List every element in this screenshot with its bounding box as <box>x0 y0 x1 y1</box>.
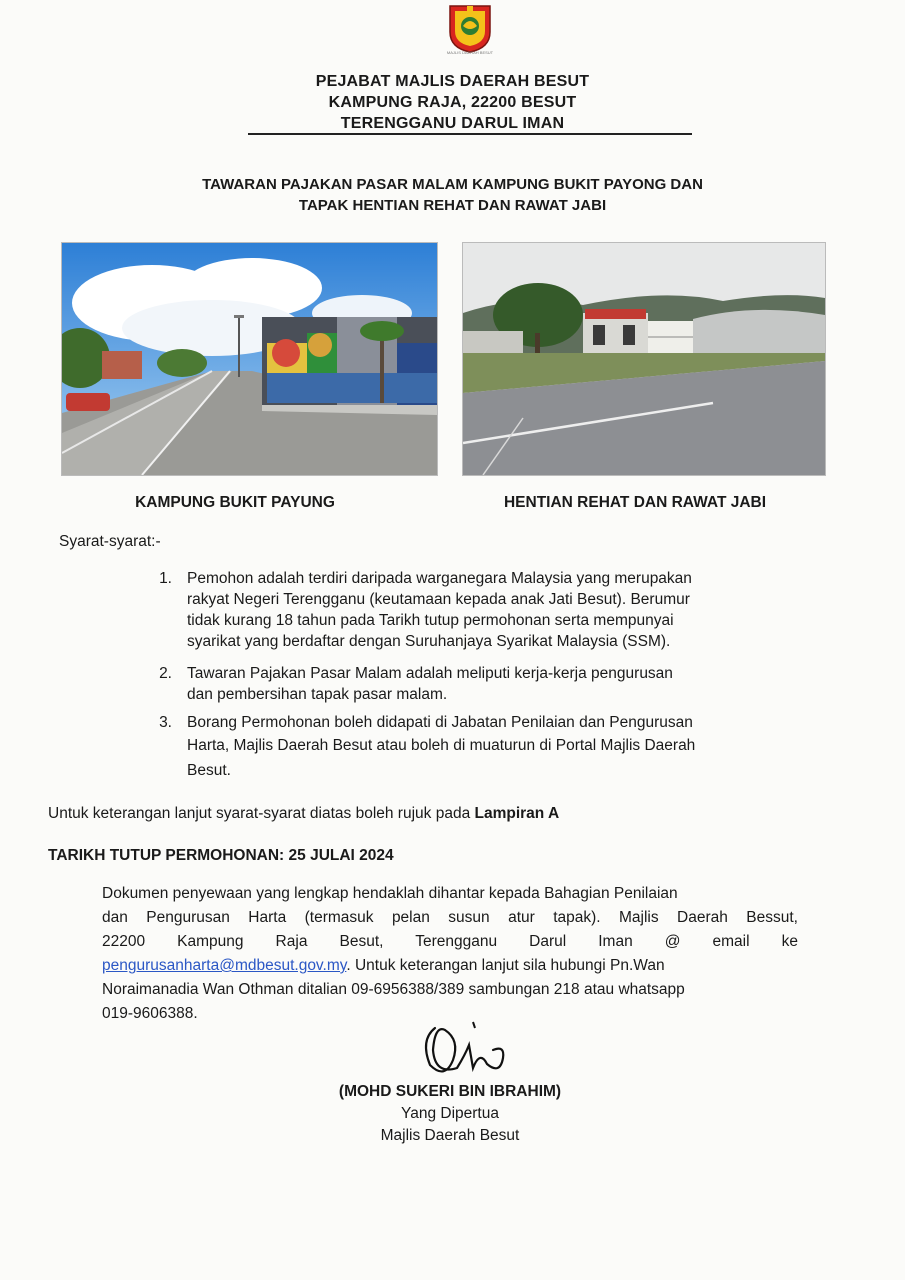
submission-line-2: dan Pengurusan Harta (termasuk pelan susun atur tapak). Majlis Daerah Bessut, <box>102 909 798 926</box>
conditions-heading: Syarat-syarat:- <box>59 533 161 550</box>
header-line-1: PEJABAT MAJLIS DAERAH BESUT <box>315 73 590 90</box>
condition-3-line-1: Borang Permohonan boleh didapati di Jabatan Penilaian dan Pengurusan <box>187 714 693 731</box>
condition-3-line-3: Besut. <box>187 762 231 779</box>
condition-3-line-2: Harta, Majlis Daerah Besut atau boleh di muaturun di Portal Majlis Daerah <box>187 737 696 754</box>
photo-caption-2: HENTIAN REHAT DAN RAWAT JABI <box>503 494 767 511</box>
header-line-2: KAMPUNG RAJA, 22200 BESUT <box>328 94 577 111</box>
photo-kampung-bukit-payung <box>61 242 438 476</box>
handwritten-signature <box>405 1020 525 1085</box>
submission-line-4 <box>102 955 802 976</box>
signatory-organization: Majlis Daerah Besut <box>380 1127 520 1144</box>
condition-1-line-1: Pemohon adalah terdiri daripada warganegara Malaysia yang merupakan <box>187 570 692 587</box>
submission-line-1: Dokumen penyewaan yang lengkap hendaklah dihantar kepada Bahagian Penilaian <box>102 885 678 902</box>
condition-1-line-4: syarikat yang berdaftar dengan Suruhanjaya Syarikat Malaysia (SSM). <box>187 633 671 650</box>
submission-line-4-rest: . Untuk keterangan lanjut sila hubungi Pn.Wan <box>346 957 665 974</box>
submission-line-3: 22200 Kampung Raja Besut, Terengganu Darul Iman @ email ke <box>102 933 798 950</box>
header-rule <box>248 133 692 135</box>
title-line-1: TAWARAN PAJAKAN PASAR MALAM KAMPUNG BUKIT PAYONG DAN <box>202 176 703 193</box>
condition-2-line-1: Tawaran Pajakan Pasar Malam adalah meliputi kerja-kerja pengurusan <box>187 665 673 682</box>
reference-text: Untuk keterangan lanjut syarat-syarat diatas boleh rujuk pada <box>48 805 475 822</box>
condition-number: 1. <box>159 570 172 587</box>
logo-caption: MAJLIS DAERAH BESUT <box>446 50 494 55</box>
photo-caption-1: KAMPUNG BUKIT PAYUNG <box>135 494 335 511</box>
condition-number: 2. <box>159 665 172 682</box>
condition-2-line-2: dan pembersihan tapak pasar malam. <box>187 686 448 703</box>
submission-line-6: 019-9606388. <box>102 1005 198 1022</box>
condition-1-line-2: rakyat Negeri Terengganu (keutamaan kepada anak Jati Besut). Berumur <box>187 591 690 608</box>
photo-hentian-rehat-jabi <box>462 242 826 476</box>
council-logo <box>444 2 496 54</box>
reference-appendix: Lampiran A <box>474 805 560 822</box>
email-link[interactable]: pengurusanharta@mdbesut.gov.my <box>102 957 347 974</box>
reference-note <box>48 803 559 824</box>
submission-line-5: Noraimanadia Wan Othman ditalian 09-6956388/389 sambungan 218 atau whatsapp <box>102 981 685 998</box>
signatory-name: (MOHD SUKERI BIN IBRAHIM) <box>338 1083 562 1100</box>
header-line-3: TERENGGANU DARUL IMAN <box>340 115 565 132</box>
condition-number: 3. <box>159 714 172 731</box>
condition-1-line-3: tidak kurang 18 tahun pada Tarikh tutup permohonan serta mempunyai <box>187 612 674 629</box>
closing-date: TARIKH TUTUP PERMOHONAN: 25 JULAI 2024 <box>48 847 394 864</box>
title-line-2: TAPAK HENTIAN REHAT DAN RAWAT JABI <box>298 197 607 214</box>
signatory-position: Yang Dipertua <box>401 1105 499 1122</box>
